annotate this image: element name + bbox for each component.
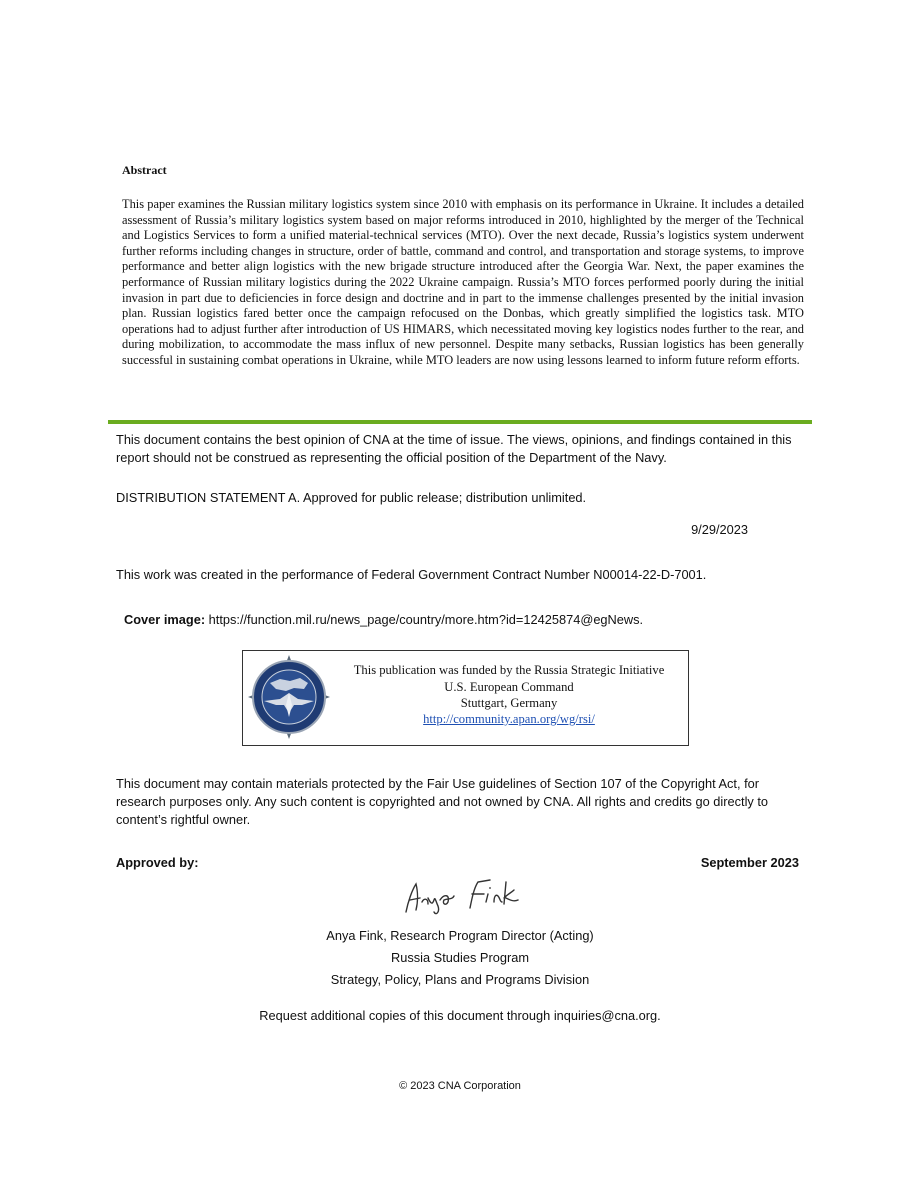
request-copies: Request additional copies of this document through inquiries@cna.org. xyxy=(259,1008,661,1023)
approval-date: September 2023 xyxy=(700,855,799,870)
funding-link[interactable]: http://community.apan.org/wg/rsi/ xyxy=(423,712,595,726)
copyright: © 2023 CNA Corporation xyxy=(399,1080,521,1092)
fair-use-notice: This document may contain materials protected by the Fair Use guidelines of Section 107 of the Copyright Act, for research purposes only. Any such content is copyrighted and not owned by CNA. All rights and credits go directly to content’s rightful owner. xyxy=(116,776,769,827)
funding-line-3: Stuttgart, Germany xyxy=(460,696,558,710)
contract-notice: This work was created in the performance of Federal Government Contract Number N00014-22-D-7001. xyxy=(116,567,707,582)
funding-line-2: U.S. European Command xyxy=(444,680,574,694)
abstract-heading: Abstract xyxy=(122,163,167,177)
opinion-disclaimer: This document contains the best opinion of CNA at the time of issue. The views, opinions, and findings contained in this report should not be construed as representing the official position of the Department of the Navy. xyxy=(116,432,792,465)
abstract-body: This paper examines the Russian military logistics system since 2010 with emphasis on its performance in Ukraine. It includes a detailed assessment of Russia’s military logistics system based on major reforms introduced in 2010, highlighted by the merger of the Technical and Logistics Services to form a unified material-technical services (MTO). Over the next decade, Russia’s logistics system underwent further reforms including changes in structure, order of battle, command and control, and transportation and storage systems, to improve performance and better align logistics with the new brigade structure introduced after the Georgia War. Next, the paper examines the performance of Russian military logistics during the 2022 Ukraine campaign. Russia’s MTO forces performed poorly during the initial invasion in part due to deficiencies in force design and doctrine and in part to the immense challenges presented by the initial invasion plan. Russian logistics fared better once the campaign refocused on the Donbas, which greatly simplified the logistics task. MTO operations had to adjust further after introduction of US HIMARS, which necessitated moving key logistics nodes further to the rear, and during mobilization, to accommodate the mass influx of new personnel. Despite many setbacks, Russian logistics has been generally successful in sustaining combat operations in Ukraine, while MTO leaders are now using lessons learned to inform future reform efforts. xyxy=(122,197,804,367)
green-divider xyxy=(108,420,812,424)
distribution-statement: DISTRIBUTION STATEMENT A. Approved for public release; distribution unlimited. xyxy=(116,490,587,505)
cover-image-url: https://function.mil.ru/news_page/country/more.htm?id=12425874@egNews. xyxy=(208,612,644,627)
cover-image-credit xyxy=(124,611,814,629)
funding-line-1: This publication was funded by the Russia Strategic Initiative xyxy=(353,663,665,677)
signer-division: Strategy, Policy, Plans and Programs Division xyxy=(330,972,590,987)
signature xyxy=(400,872,525,920)
signer-name-title: Anya Fink, Research Program Director (Acting) xyxy=(326,928,594,943)
approved-by-label: Approved by: xyxy=(116,855,199,870)
funding-box xyxy=(242,650,689,746)
cover-image-label: Cover image: xyxy=(124,612,206,627)
signer-program: Russia Studies Program xyxy=(391,950,529,965)
rsi-seal-icon xyxy=(246,653,332,741)
issue-date: 9/29/2023 xyxy=(691,522,748,537)
